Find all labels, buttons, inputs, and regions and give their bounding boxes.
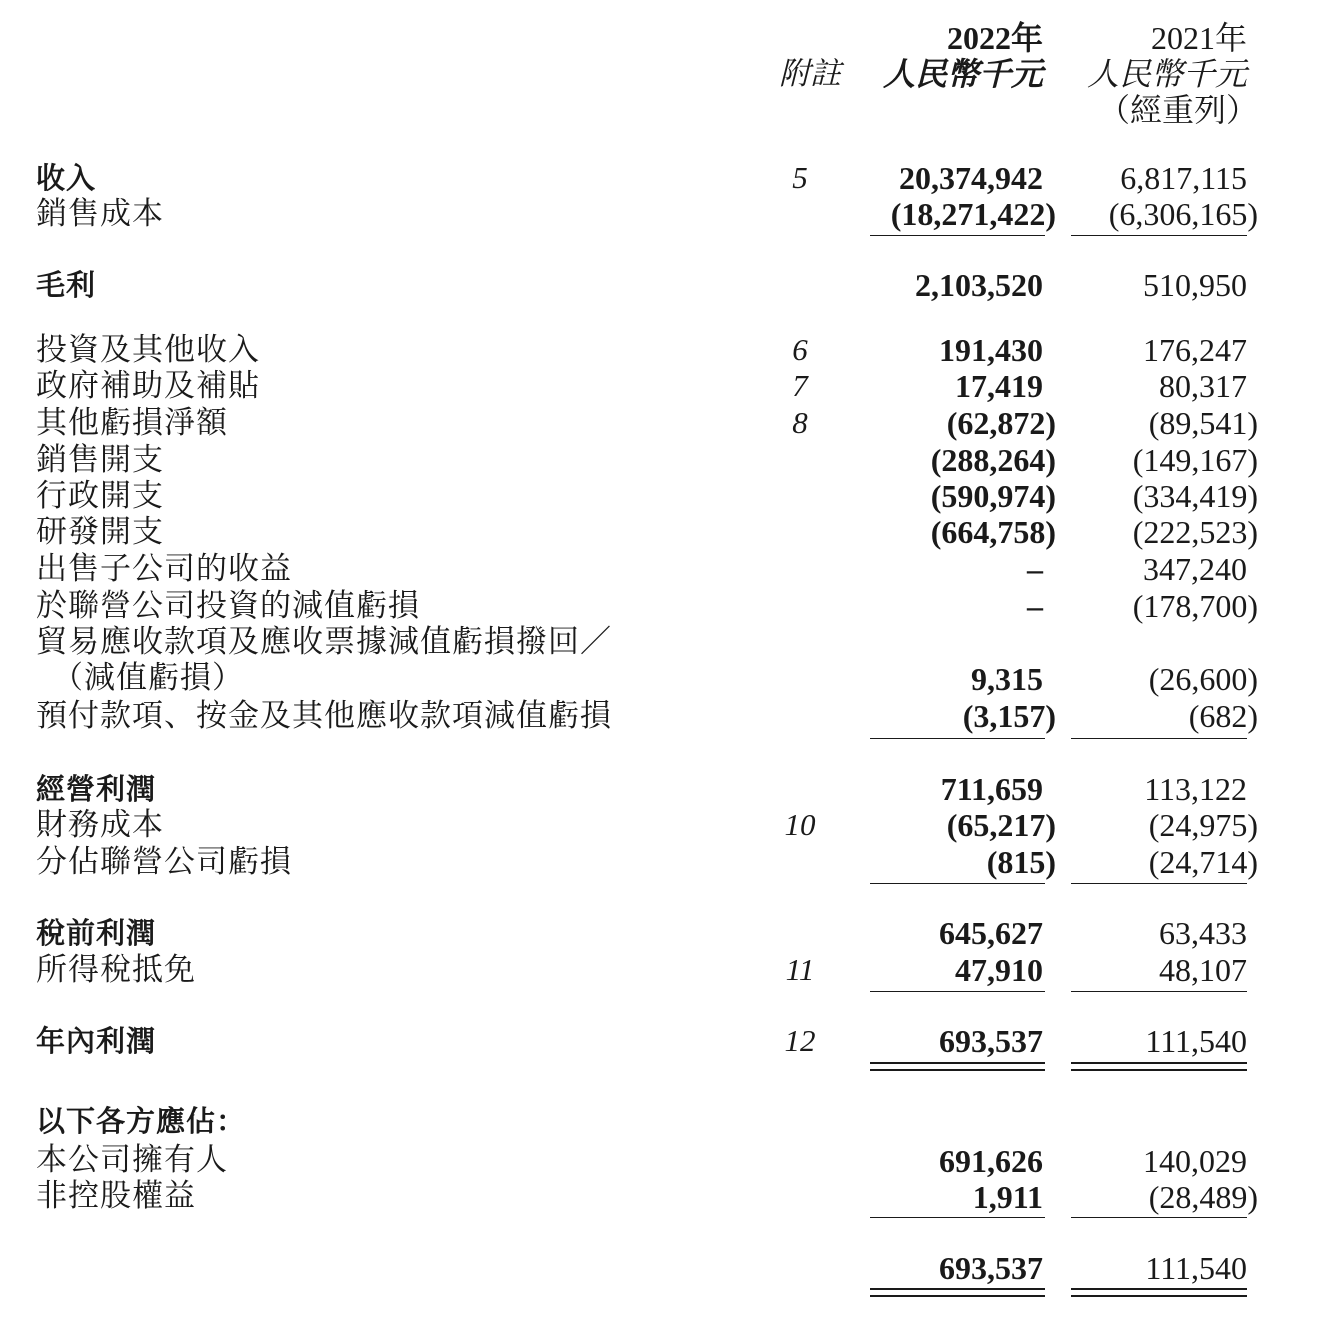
value-2021-cost-of-sales: (6,306,165) (1108, 196, 1258, 232)
value-2021-prepay-impairment: (682) (1188, 698, 1258, 734)
label-tax-credit: 所得稅抵免 (36, 952, 196, 987)
note-gov-grants: 7 (792, 368, 808, 403)
value-2022-profit-year: 693,537 (939, 1023, 1043, 1059)
label-investment-income: 投資及其他收入 (36, 332, 260, 367)
value-2022-tax-credit: 47,910 (955, 952, 1043, 988)
label-prepay-impairment: 預付款項、按金及其他應收款項減值虧損 (36, 698, 612, 733)
value-2021-disposal-gain: 347,240 (1143, 551, 1247, 587)
label-share-assoc-loss: 分佔聯營公司虧損 (36, 844, 292, 879)
value-2022-investment-income: 191,430 (939, 332, 1043, 368)
value-2021-rnd-exp: (222,523) (1132, 514, 1258, 550)
value-2021-assoc-impairment: (178,700) (1132, 588, 1258, 624)
value-2021-tax-credit: 48,107 (1159, 952, 1247, 988)
total-double-rule-2021 (1071, 1288, 1247, 1297)
subtotal-rule-2021 (1071, 1217, 1247, 1218)
label-trade-impairment-line2: （減值虧損） (52, 660, 244, 695)
label-cost-of-sales: 銷售成本 (36, 196, 164, 231)
value-2022-admin-exp: (590,974) (930, 478, 1056, 514)
subtotal-rule-2021 (1071, 738, 1247, 739)
label-gross-profit: 毛利 (36, 268, 97, 302)
note-tax-credit: 11 (785, 952, 815, 987)
value-2022-revenue: 20,374,942 (899, 160, 1043, 196)
subtotal-rule-2022 (870, 738, 1045, 739)
value-2021-profit-year: 111,540 (1145, 1023, 1247, 1059)
value-2022-selling-exp: (288,264) (930, 442, 1056, 478)
total-double-rule-2021 (1071, 1062, 1247, 1071)
header-2022-year: 2022年 (946, 20, 1043, 56)
value-2021-total: 111,540 (1145, 1250, 1247, 1286)
value-2022-trade-impairment: 9,315 (971, 661, 1043, 697)
subtotal-rule-2022 (870, 235, 1045, 236)
label-owners: 本公司擁有人 (36, 1142, 228, 1177)
total-double-rule-2022 (870, 1288, 1045, 1297)
label-revenue: 收入 (36, 161, 97, 195)
label-trade-impairment-line1: 貿易應收款項及應收票據減值虧損撥回／ (36, 624, 612, 659)
note-finance-cost: 10 (784, 807, 816, 842)
label-gov-grants: 政府補助及補貼 (36, 368, 260, 403)
subtotal-rule-2021 (1071, 991, 1247, 992)
label-disposal-gain: 出售子公司的收益 (36, 551, 292, 586)
header-2021-restated: （經重列） (1097, 92, 1258, 128)
value-2022-other-losses: (62,872) (946, 405, 1056, 441)
note-profit-year: 12 (784, 1023, 816, 1058)
value-2021-selling-exp: (149,167) (1132, 442, 1258, 478)
value-2021-finance-cost: (24,975) (1148, 807, 1258, 843)
value-2022-pbt: 645,627 (939, 915, 1043, 951)
value-2021-gross-profit: 510,950 (1143, 267, 1247, 303)
value-2022-gov-grants: 17,419 (955, 368, 1043, 404)
value-2022-total: 693,537 (939, 1250, 1043, 1286)
label-profit-year: 年內利潤 (36, 1024, 157, 1058)
value-2021-gov-grants: 80,317 (1159, 368, 1247, 404)
value-2021-trade-impairment: (26,600) (1148, 661, 1258, 697)
value-2021-admin-exp: (334,419) (1132, 478, 1258, 514)
label-admin-exp: 行政開支 (36, 478, 164, 513)
label-finance-cost: 財務成本 (36, 807, 164, 842)
value-2021-share-assoc-loss: (24,714) (1148, 844, 1258, 880)
label-pbt: 稅前利潤 (36, 916, 157, 950)
total-double-rule-2022 (870, 1062, 1045, 1071)
subtotal-rule-2022 (870, 883, 1045, 884)
value-2022-cost-of-sales: (18,271,422) (890, 196, 1056, 232)
value-2021-nci: (28,489) (1148, 1179, 1258, 1215)
value-2021-other-losses: (89,541) (1148, 405, 1258, 441)
value-2022-share-assoc-loss: (815) (986, 844, 1056, 880)
label-selling-exp: 銷售開支 (36, 442, 164, 477)
label-other-losses: 其他虧損淨額 (36, 405, 228, 440)
value-2021-investment-income: 176,247 (1143, 332, 1247, 368)
value-2022-nci: 1,911 (972, 1179, 1043, 1215)
header-2022-unit: 人民幣千元 (882, 56, 1043, 92)
header-note: 附註 (779, 56, 841, 91)
value-2021-revenue: 6,817,115 (1120, 160, 1247, 196)
value-2022-assoc-impairment: – (1027, 588, 1043, 624)
value-2022-owners: 691,626 (939, 1143, 1043, 1179)
value-2022-rnd-exp: (664,758) (930, 514, 1056, 550)
value-2021-pbt: 63,433 (1159, 915, 1247, 951)
label-operating-profit: 經營利潤 (36, 772, 157, 806)
note-other-losses: 8 (792, 405, 808, 440)
subtotal-rule-2022 (870, 991, 1045, 992)
header-2021-year: 2021年 (1150, 20, 1247, 56)
note-investment-income: 6 (792, 332, 808, 367)
value-2021-operating-profit: 113,122 (1144, 771, 1247, 807)
label-rnd-exp: 研發開支 (36, 514, 164, 549)
value-2022-gross-profit: 2,103,520 (915, 267, 1043, 303)
value-2022-operating-profit: 711,659 (940, 771, 1043, 807)
value-2022-finance-cost: (65,217) (946, 807, 1056, 843)
value-2022-disposal-gain: – (1027, 551, 1043, 587)
subtotal-rule-2021 (1071, 235, 1247, 236)
subtotal-rule-2021 (1071, 883, 1247, 884)
label-assoc-impairment: 於聯營公司投資的減值虧損 (36, 588, 420, 623)
header-2021-unit: 人民幣千元 (1086, 56, 1247, 92)
note-revenue: 5 (792, 160, 808, 195)
value-2021-owners: 140,029 (1143, 1143, 1247, 1179)
label-attributable: 以下各方應佔： (36, 1104, 247, 1138)
subtotal-rule-2022 (870, 1217, 1045, 1218)
label-nci: 非控股權益 (36, 1178, 196, 1213)
value-2022-prepay-impairment: (3,157) (962, 698, 1056, 734)
